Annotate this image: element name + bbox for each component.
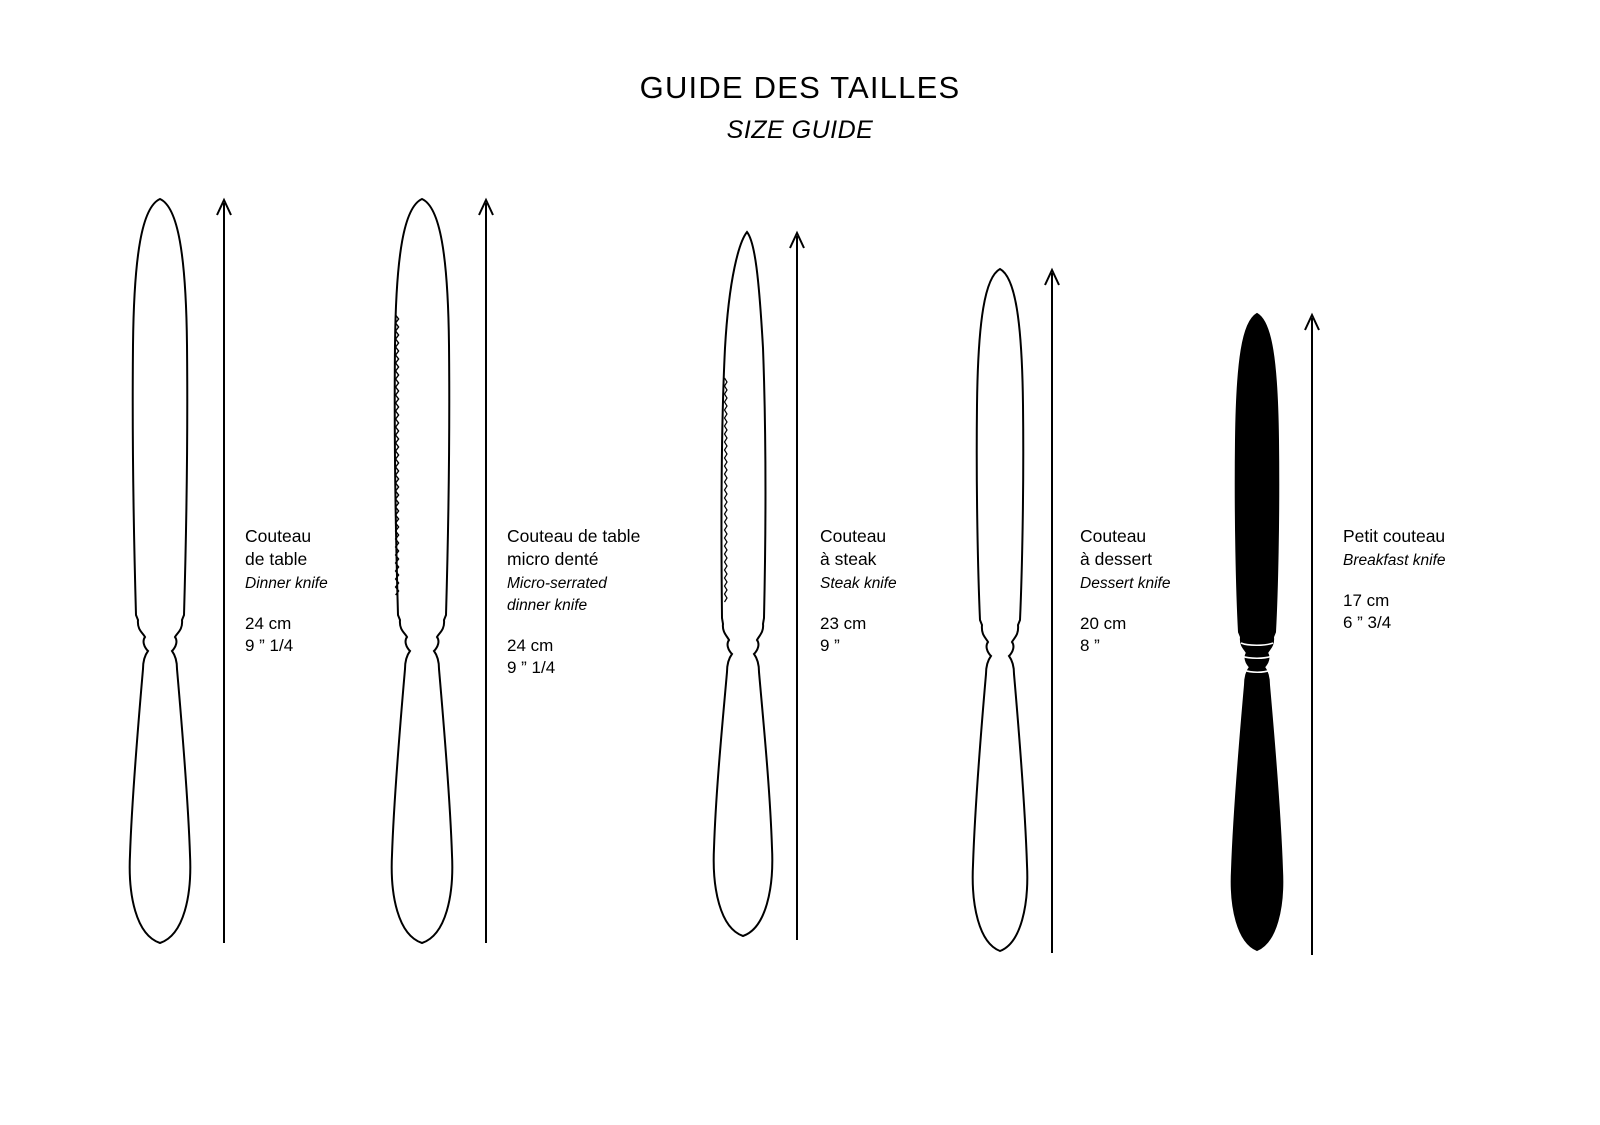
- label-en-line2: dinner knife: [507, 597, 588, 614]
- micro-serrated-dinner-knife-illustration: [372, 195, 472, 950]
- dessert-knife-illustration: [955, 265, 1045, 965]
- label-fr-line2: de table: [245, 549, 308, 569]
- label-en: Dinner knife: [245, 575, 328, 592]
- dessert-knife-caption: [1080, 525, 1170, 657]
- length-cm: 23 cm: [820, 614, 867, 633]
- breakfast-knife-caption: [1343, 525, 1446, 634]
- dimension-arrow: [212, 195, 236, 950]
- label-fr-line2: à steak: [820, 549, 877, 569]
- label-fr-line1: Petit couteau: [1343, 526, 1446, 546]
- label-en: Breakfast knife: [1343, 552, 1446, 569]
- knife-item-breakfast-knife: [1215, 0, 1475, 1125]
- dimension-arrow: [1040, 265, 1064, 965]
- steak-knife-illustration: [695, 228, 791, 983]
- micro-serrated-dinner-knife-caption: [507, 525, 640, 679]
- knife-item-micro-serrated-dinner-knife: [372, 0, 641, 1125]
- label-en: Dessert knife: [1080, 575, 1171, 592]
- page-subtitle: SIZE GUIDE: [726, 116, 874, 144]
- knife-item-dinner-knife: [110, 0, 370, 1125]
- label-fr-line1: Couteau: [245, 526, 312, 546]
- length-in: 9 ”: [820, 636, 840, 655]
- label-fr-line1: Couteau: [820, 526, 887, 546]
- length-cm: 24 cm: [507, 636, 554, 655]
- page-title: GUIDE DES TAILLES: [639, 70, 961, 105]
- breakfast-knife-illustration: [1215, 310, 1305, 970]
- length-cm: 20 cm: [1080, 614, 1127, 633]
- label-fr-line1: Couteau de table: [507, 526, 641, 546]
- length-cm: 17 cm: [1343, 591, 1390, 610]
- label-fr-line1: Couteau: [1080, 526, 1147, 546]
- dimension-arrow: [1300, 310, 1324, 970]
- length-in: 8 ”: [1080, 636, 1100, 655]
- length-cm: 24 cm: [245, 614, 292, 633]
- dinner-knife-caption: [245, 525, 328, 657]
- label-en-line1: Micro-serrated: [507, 575, 607, 592]
- dimension-arrow: [474, 195, 498, 950]
- knife-item-steak-knife: [695, 0, 955, 1125]
- label-fr-line2: micro denté: [507, 549, 599, 569]
- dinner-knife-illustration: [110, 195, 210, 950]
- steak-knife-caption: [820, 525, 897, 657]
- dimension-arrow: [785, 228, 809, 948]
- knife-item-dessert-knife: [955, 0, 1215, 1125]
- length-in: 9 ” 1/4: [507, 658, 556, 677]
- label-en: Steak knife: [820, 575, 897, 592]
- label-fr-line2: à dessert: [1080, 549, 1152, 569]
- length-in: 6 ” 3/4: [1343, 613, 1392, 632]
- length-in: 9 ” 1/4: [245, 636, 294, 655]
